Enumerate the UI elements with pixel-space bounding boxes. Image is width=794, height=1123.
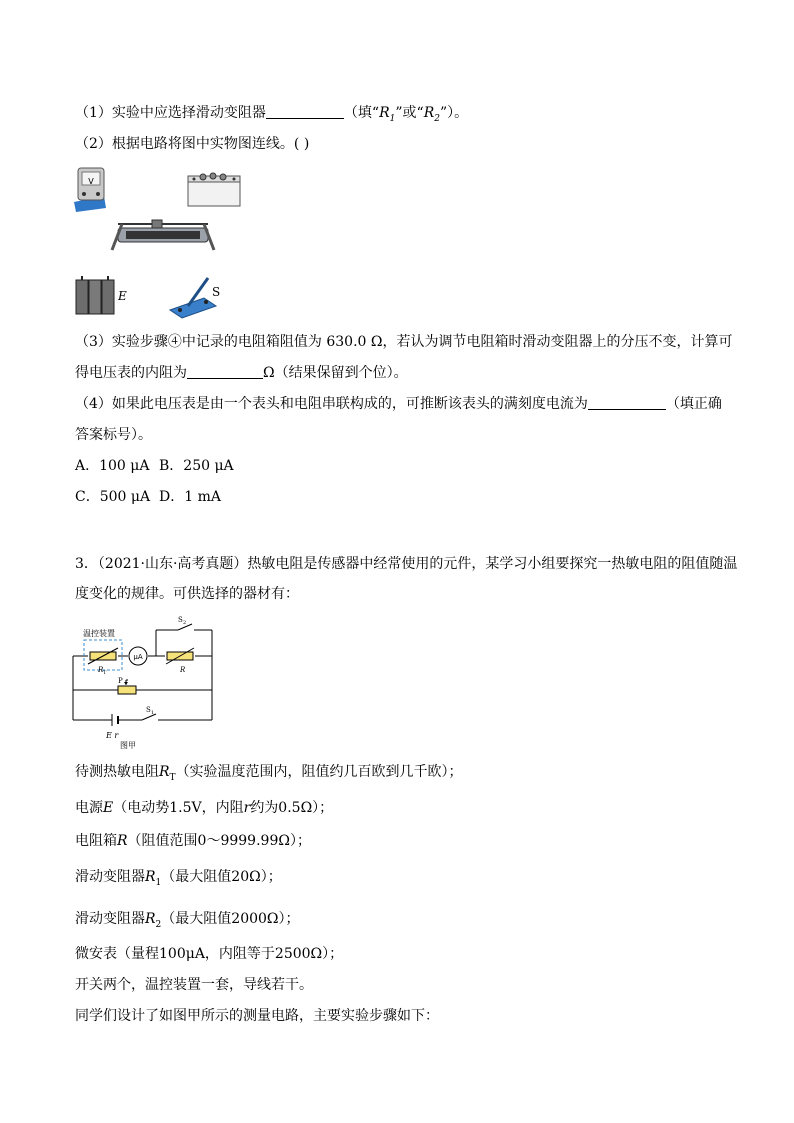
option-a[interactable]: A．100 μA [75, 458, 150, 474]
rheostat-icon [112, 220, 214, 250]
battery-icon [76, 276, 127, 314]
circuit-diagram [70, 610, 220, 750]
question-part-1: （1）实验中应选择滑动变阻器 （填“$R_1$”或“$R_2$”）。 [75, 105, 469, 124]
question-part-3-line-2: 得电压表的内阻为 Ω（结果保留到个位）。 [75, 365, 408, 381]
svg-text:S: S [146, 706, 151, 714]
svg-text:T: T [103, 670, 107, 676]
svg-text:P: P [118, 677, 123, 685]
option-b[interactable]: B．250 μA [159, 458, 234, 474]
steps-intro: 同学们设计了如图甲所示的测量电路，主要实验步骤如下： [75, 1008, 439, 1024]
rheostat-symbol [118, 686, 136, 694]
answer-blank-1[interactable] [266, 104, 344, 119]
question-3-heading-line-2: 度变化的规律。可供选择的器材有： [75, 586, 299, 602]
resistance-box-icon [188, 173, 240, 206]
voltmeter-icon [74, 168, 106, 212]
svg-text:S: S [178, 616, 183, 624]
svg-text:R: R [180, 666, 186, 674]
question-part-3-line-1: （3）实验步骤④中记录的电阻箱阻值为 630.0 Ω，若认为调节电阻箱时滑动变阻器上的分压不变，计算可 [75, 334, 733, 350]
answer-blank-4[interactable] [588, 395, 666, 410]
switch-icon [170, 278, 220, 318]
item-power-source: 电源E（电动势1.5V，内阻r约为0.5Ω）； [75, 800, 334, 816]
item-rheostat-2: 滑动变阻器$R_2$（最大阻值2000Ω）； [75, 911, 300, 930]
question-3-heading-line-1: 3．（2021·山东·高考真题）热敏电阻是传感器中经常使用的元件，某学习小组要探究一热敏电阻的阻值随温 [75, 556, 738, 572]
svg-text:E: E [118, 289, 127, 303]
item-thermistor: 待测热敏电阻$R_T$（实验温度范围内，阻值约几百欧到几千欧）； [75, 764, 463, 783]
question-part-4-line-1: （4）如果此电压表是由一个表头和电阻串联构成的，可推断该表头的满刻度电流为 （填正确 [75, 396, 722, 412]
svg-text:S: S [212, 285, 221, 299]
question-part-2: （2）根据电路将图中实物图连线。( ) [75, 136, 310, 152]
apparatus-figure [70, 160, 270, 328]
question-part-4-line-2: 答案标号）。 [75, 427, 152, 443]
svg-text:μA: μA [133, 653, 143, 661]
svg-text:R: R [98, 666, 104, 674]
svg-text:V: V [88, 177, 94, 186]
option-c[interactable]: C．500 μA [75, 489, 151, 505]
item-resistance-box: 电阻箱R（阻值范围0～9999.99Ω）； [75, 833, 311, 849]
answer-blank-3[interactable] [187, 364, 263, 379]
svg-text:图甲: 图甲 [120, 741, 136, 750]
svg-text:温控装置: 温控装置 [83, 629, 115, 638]
svg-text:2: 2 [183, 620, 187, 626]
item-rheostat-1: 滑动变阻器$R_1$（最大阻值20Ω）； [75, 869, 282, 888]
item-switches: 开关两个，温控装置一套，导线若干。 [75, 977, 313, 993]
svg-text:E r: E r [106, 731, 119, 740]
item-microammeter: 微安表（量程100μA，内阻等于2500Ω）； [75, 946, 344, 962]
option-d[interactable]: D．1 mA [159, 489, 221, 505]
svg-text:1: 1 [151, 710, 155, 716]
